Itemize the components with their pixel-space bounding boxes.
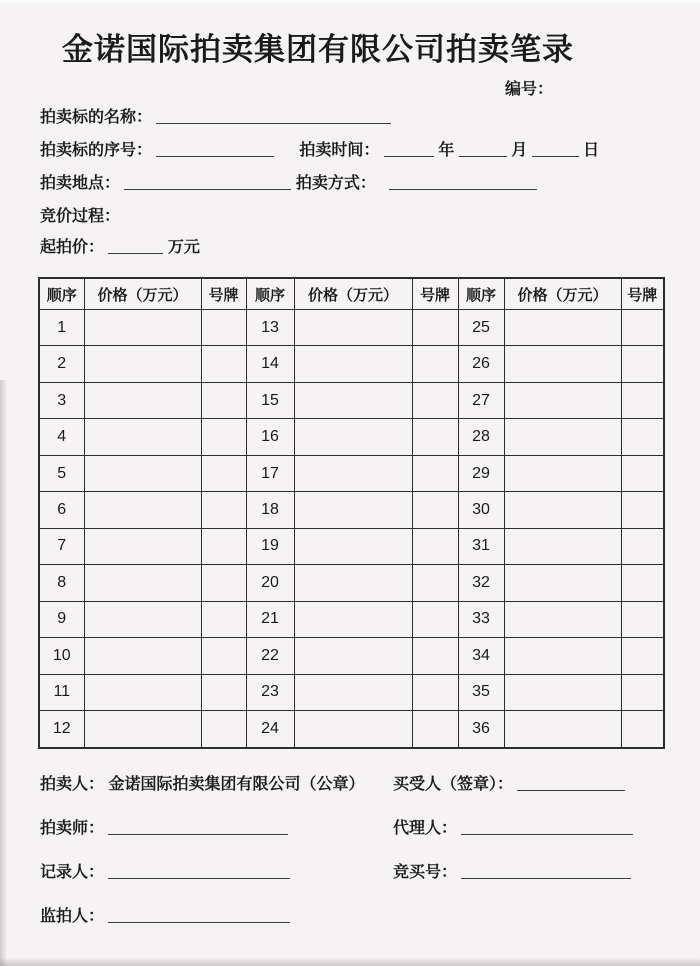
table-row xyxy=(39,455,664,491)
seq-cell: 8 xyxy=(39,565,84,601)
col-header-price: 价格（万元） xyxy=(84,278,201,310)
price-cell xyxy=(504,455,621,491)
year-blank-line xyxy=(384,151,434,157)
table-row xyxy=(39,419,664,455)
scan-edge-left xyxy=(0,380,7,966)
auction-time-label: 拍卖时间： xyxy=(299,142,380,159)
seq-cell: 31 xyxy=(458,528,504,564)
plate-cell xyxy=(201,492,246,528)
subject-serial-row xyxy=(40,141,599,161)
price-cell xyxy=(84,419,201,455)
price-cell xyxy=(294,528,412,564)
bidding-process-row xyxy=(40,207,120,227)
seq-cell: 36 xyxy=(458,710,504,748)
col-header-plate: 号牌 xyxy=(412,278,458,310)
plate-cell xyxy=(201,674,246,710)
plate-cell xyxy=(201,638,246,674)
day-label: 日 xyxy=(583,142,600,159)
supervisor-row xyxy=(40,907,290,927)
seq-cell: 17 xyxy=(246,455,294,491)
seq-cell: 24 xyxy=(246,710,294,748)
price-cell xyxy=(504,382,621,418)
seq-cell: 5 xyxy=(39,455,84,491)
month-label: 月 xyxy=(511,142,528,159)
price-cell xyxy=(84,674,201,710)
seller-label: 拍卖人： xyxy=(40,776,105,793)
recorder-row xyxy=(40,863,290,883)
price-cell xyxy=(294,710,412,748)
supervisor-blank-line xyxy=(108,917,290,923)
price-cell xyxy=(504,710,621,748)
price-cell xyxy=(504,492,621,528)
seq-cell: 32 xyxy=(458,565,504,601)
seq-cell: 25 xyxy=(458,310,504,346)
price-cell xyxy=(294,638,412,674)
seq-cell: 12 xyxy=(39,710,84,748)
price-cell xyxy=(294,419,412,455)
seller-row xyxy=(40,775,364,795)
bidder-number-blank-line xyxy=(461,873,631,879)
seq-cell: 34 xyxy=(458,638,504,674)
price-cell xyxy=(504,674,621,710)
price-cell xyxy=(84,638,201,674)
table-row xyxy=(39,382,664,418)
supervisor-label: 监拍人： xyxy=(40,908,105,925)
plate-cell xyxy=(412,310,458,346)
table-row xyxy=(39,310,664,346)
col-header-plate: 号牌 xyxy=(621,278,664,310)
seq-cell: 29 xyxy=(458,455,504,491)
document-number-label: 编号： xyxy=(505,81,554,98)
table-row xyxy=(39,565,664,601)
plate-cell xyxy=(621,419,664,455)
plate-cell xyxy=(621,346,664,382)
plate-cell xyxy=(412,492,458,528)
seq-cell: 18 xyxy=(246,492,294,528)
seq-cell: 15 xyxy=(246,382,294,418)
seq-cell: 26 xyxy=(458,346,504,382)
price-cell xyxy=(504,528,621,564)
price-cell xyxy=(84,492,201,528)
price-cell xyxy=(84,601,201,637)
plate-cell xyxy=(412,565,458,601)
price-cell xyxy=(504,638,621,674)
table-row xyxy=(39,601,664,637)
plate-cell xyxy=(621,492,664,528)
recorder-blank-line xyxy=(108,873,290,879)
plate-cell xyxy=(201,346,246,382)
plate-cell xyxy=(621,528,664,564)
seq-cell: 2 xyxy=(39,346,84,382)
plate-cell xyxy=(412,455,458,491)
auctioneer-label: 拍卖师： xyxy=(40,820,105,837)
seq-cell: 1 xyxy=(39,310,84,346)
plate-cell xyxy=(412,710,458,748)
auction-place-blank-line xyxy=(124,184,291,190)
plate-cell xyxy=(412,346,458,382)
price-cell xyxy=(504,310,621,346)
month-blank-line xyxy=(459,151,507,157)
plate-cell xyxy=(621,674,664,710)
bidding-record-table xyxy=(38,277,665,749)
col-header-seq: 顺序 xyxy=(458,278,504,310)
scan-edge-bottom xyxy=(0,957,700,966)
seller-value: 金诺国际拍卖集团有限公司（公章） xyxy=(108,776,365,793)
plate-cell xyxy=(412,601,458,637)
price-cell xyxy=(84,346,201,382)
price-cell xyxy=(294,310,412,346)
table-header-row xyxy=(39,278,664,310)
price-cell xyxy=(294,455,412,491)
agent-blank-line xyxy=(461,829,633,835)
price-cell xyxy=(294,346,412,382)
seq-cell: 10 xyxy=(39,638,84,674)
price-cell xyxy=(294,565,412,601)
price-cell xyxy=(294,674,412,710)
plate-cell xyxy=(201,310,246,346)
seq-cell: 21 xyxy=(246,601,294,637)
seq-cell: 27 xyxy=(458,382,504,418)
table-row xyxy=(39,674,664,710)
scan-edge-top xyxy=(0,0,700,4)
price-cell xyxy=(294,492,412,528)
seq-cell: 19 xyxy=(246,528,294,564)
subject-serial-blank-line xyxy=(156,151,274,157)
auction-method-label: 拍卖方式： xyxy=(295,175,376,192)
plate-cell xyxy=(621,455,664,491)
price-cell xyxy=(84,310,201,346)
plate-cell xyxy=(621,601,664,637)
seq-cell: 14 xyxy=(246,346,294,382)
plate-cell xyxy=(621,710,664,748)
plate-cell xyxy=(412,638,458,674)
plate-cell xyxy=(201,565,246,601)
start-price-unit: 万元 xyxy=(167,239,200,256)
price-cell xyxy=(294,382,412,418)
seq-cell: 20 xyxy=(246,565,294,601)
plate-cell xyxy=(412,419,458,455)
price-cell xyxy=(84,528,201,564)
subject-serial-label: 拍卖标的序号： xyxy=(40,142,153,159)
price-cell xyxy=(294,601,412,637)
year-label: 年 xyxy=(438,142,455,159)
col-header-plate: 号牌 xyxy=(201,278,246,310)
seq-cell: 6 xyxy=(39,492,84,528)
price-cell xyxy=(84,382,201,418)
buyer-blank-line xyxy=(517,785,625,791)
seq-cell: 22 xyxy=(246,638,294,674)
seq-cell: 30 xyxy=(458,492,504,528)
price-cell xyxy=(504,346,621,382)
plate-cell xyxy=(201,419,246,455)
price-cell xyxy=(84,710,201,748)
seq-cell: 23 xyxy=(246,674,294,710)
plate-cell xyxy=(201,601,246,637)
recorder-label: 记录人： xyxy=(40,864,105,881)
col-header-seq: 顺序 xyxy=(246,278,294,310)
start-price-label: 起拍价： xyxy=(40,239,105,256)
plate-cell xyxy=(412,528,458,564)
subject-name-label: 拍卖标的名称： xyxy=(40,109,153,126)
table-row xyxy=(39,492,664,528)
price-cell xyxy=(84,455,201,491)
table-row xyxy=(39,710,664,748)
seq-cell: 7 xyxy=(39,528,84,564)
seq-cell: 35 xyxy=(458,674,504,710)
plate-cell xyxy=(412,382,458,418)
buyer-label: 买受人（签章）： xyxy=(393,776,514,793)
seq-cell: 3 xyxy=(39,382,84,418)
agent-label: 代理人： xyxy=(393,820,458,837)
seq-cell: 16 xyxy=(246,419,294,455)
bidding-process-label: 竞价过程： xyxy=(40,208,121,225)
seq-cell: 4 xyxy=(39,419,84,455)
plate-cell xyxy=(621,310,664,346)
seq-cell: 11 xyxy=(39,674,84,710)
day-blank-line xyxy=(532,151,579,157)
buyer-row xyxy=(393,775,625,795)
place-method-row xyxy=(40,174,537,194)
col-header-price: 价格（万元） xyxy=(294,278,412,310)
subject-name-row xyxy=(40,108,391,128)
col-header-seq: 顺序 xyxy=(39,278,84,310)
page-title: 金诺国际拍卖集团有限公司拍卖笔录 xyxy=(62,32,574,67)
price-cell xyxy=(504,565,621,601)
plate-cell xyxy=(201,528,246,564)
auction-place-label: 拍卖地点： xyxy=(40,175,121,192)
seq-cell: 33 xyxy=(458,601,504,637)
plate-cell xyxy=(412,674,458,710)
plate-cell xyxy=(201,455,246,491)
agent-row xyxy=(393,819,633,839)
plate-cell xyxy=(621,382,664,418)
table-row xyxy=(39,528,664,564)
col-header-price: 价格（万元） xyxy=(504,278,621,310)
auctioneer-blank-line xyxy=(108,829,288,835)
bidder-number-row xyxy=(393,863,631,883)
seq-cell: 28 xyxy=(458,419,504,455)
subject-name-blank-line xyxy=(156,118,391,124)
auctioneer-row xyxy=(40,819,288,839)
plate-cell xyxy=(201,382,246,418)
price-cell xyxy=(504,419,621,455)
price-cell xyxy=(504,601,621,637)
price-cell xyxy=(84,565,201,601)
start-price-row xyxy=(40,238,200,258)
start-price-blank-line xyxy=(108,248,163,254)
auction-method-blank-line xyxy=(389,184,537,190)
seq-cell: 13 xyxy=(246,310,294,346)
plate-cell xyxy=(621,638,664,674)
plate-cell xyxy=(621,565,664,601)
plate-cell xyxy=(201,710,246,748)
table-row xyxy=(39,346,664,382)
bidder-number-label: 竞买号： xyxy=(393,864,458,881)
table-row xyxy=(39,638,664,674)
seq-cell: 9 xyxy=(39,601,84,637)
